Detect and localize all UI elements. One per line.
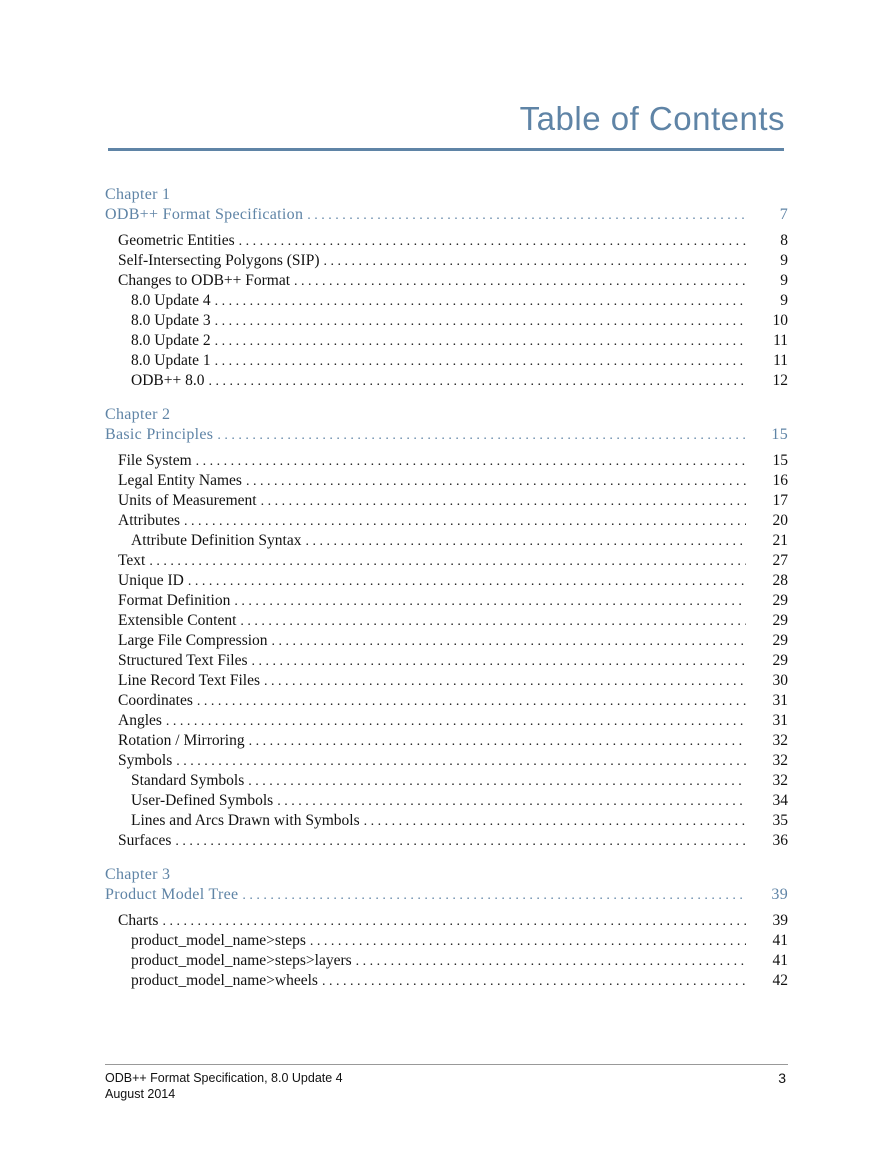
toc-entry[interactable]	[105, 791, 788, 811]
dot-leader	[149, 552, 746, 571]
dot-leader	[252, 652, 746, 671]
toc-entry[interactable]	[105, 911, 788, 931]
dot-leader	[364, 812, 746, 831]
toc-entry[interactable]	[105, 731, 788, 751]
page-title: Table of Contents	[519, 100, 785, 137]
toc-entry-page: 20	[772, 512, 788, 529]
dot-leader	[242, 886, 746, 906]
chapter-title-label: Product Model Tree	[105, 886, 239, 903]
toc-entry-label: Large File Compression	[118, 632, 268, 649]
toc-entry-page: 29	[772, 612, 788, 629]
toc-entry[interactable]	[105, 511, 788, 531]
toc-entry-label: Units of Measurement	[118, 492, 257, 509]
toc-entry[interactable]	[105, 251, 788, 271]
chapter-title[interactable]	[105, 425, 788, 446]
toc-entry[interactable]	[105, 971, 788, 991]
toc-entry[interactable]	[105, 331, 788, 351]
dot-leader	[356, 952, 746, 971]
toc-entry-page: 42	[772, 972, 788, 989]
toc-entry-label: Format Definition	[118, 592, 231, 609]
toc-chapter	[105, 185, 788, 391]
toc-entry-page: 27	[772, 552, 788, 569]
toc-entry-page: 16	[772, 472, 788, 489]
toc-entry-label: Legal Entity Names	[118, 472, 242, 489]
toc-entry[interactable]	[105, 671, 788, 691]
toc-entry-page: 28	[772, 572, 788, 589]
toc-entry-label: Line Record Text Files	[118, 672, 260, 689]
toc-entry-label: Standard Symbols	[131, 772, 245, 789]
dot-leader	[166, 712, 746, 731]
toc-entry-label: Lines and Arcs Drawn with Symbols	[131, 812, 360, 829]
toc-entry-page: 9	[780, 272, 788, 289]
toc-entry[interactable]	[105, 451, 788, 471]
chapter-title-label: Basic Principles	[105, 426, 214, 443]
dot-leader	[215, 332, 746, 351]
footer	[105, 1070, 788, 1102]
toc-entry-page: 29	[772, 632, 788, 649]
page-number: 3	[778, 1070, 786, 1086]
toc-entry-page: 32	[772, 772, 788, 789]
toc-entry-label: Text	[118, 552, 146, 569]
toc-entry-label: Symbols	[118, 752, 173, 769]
toc-entry[interactable]	[105, 691, 788, 711]
toc-entry-label: Extensible Content	[118, 612, 237, 629]
toc-entry[interactable]	[105, 631, 788, 651]
dot-leader	[188, 572, 746, 591]
toc-entry-label: ODB++ 8.0	[131, 372, 205, 389]
toc-entry-page: 9	[780, 292, 788, 309]
toc-entry[interactable]	[105, 311, 788, 331]
toc-entry[interactable]	[105, 551, 788, 571]
toc-entry[interactable]	[105, 531, 788, 551]
toc-entry[interactable]	[105, 471, 788, 491]
toc-entry-label: Attribute Definition Syntax	[131, 532, 302, 549]
toc-entry-label: 8.0 Update 1	[131, 352, 211, 369]
toc-entry-page: 36	[772, 832, 788, 849]
title-rule	[108, 148, 784, 151]
toc-entry-label: Self-Intersecting Polygons (SIP)	[118, 252, 320, 269]
toc-entry-page: 31	[772, 692, 788, 709]
toc-entry[interactable]	[105, 831, 788, 851]
toc-entry-label: product_model_name>wheels	[131, 972, 318, 989]
toc-entry[interactable]	[105, 811, 788, 831]
footer-date: August 2014	[105, 1087, 176, 1101]
toc-entry[interactable]	[105, 751, 788, 771]
footer-document-title: ODB++ Format Specification, 8.0 Update 4	[105, 1071, 343, 1085]
toc-entry-label: Coordinates	[118, 692, 193, 709]
toc-entry-page: 29	[772, 652, 788, 669]
toc-entry-page: 15	[772, 452, 788, 469]
dot-leader	[305, 532, 746, 551]
dot-leader	[175, 832, 746, 851]
toc-entry-page: 35	[772, 812, 788, 829]
toc-chapter	[105, 865, 788, 991]
toc-entry[interactable]	[105, 651, 788, 671]
chapter-title[interactable]	[105, 205, 788, 226]
chapter-label: Chapter 3	[105, 866, 171, 883]
toc-entry-label: Unique ID	[118, 572, 184, 589]
dot-leader	[261, 492, 746, 511]
dot-leader	[272, 632, 746, 651]
toc-entry[interactable]	[105, 771, 788, 791]
toc-entry[interactable]	[105, 371, 788, 391]
dot-leader	[239, 232, 746, 251]
table-of-contents	[105, 185, 788, 1005]
toc-entry-page: 32	[772, 732, 788, 749]
toc-entry-page: 21	[772, 532, 788, 549]
dot-leader	[248, 772, 746, 791]
dot-leader	[208, 372, 746, 391]
toc-entry-page: 10	[772, 312, 788, 329]
toc-entry-label: User-Defined Symbols	[131, 792, 274, 809]
toc-entry-page: 30	[772, 672, 788, 689]
toc-entry[interactable]	[105, 571, 788, 591]
toc-entry-label: Rotation / Mirroring	[118, 732, 245, 749]
toc-entry-label: Charts	[118, 912, 159, 929]
toc-entry-page: 32	[772, 752, 788, 769]
toc-entry[interactable]	[105, 271, 788, 291]
dot-leader	[234, 592, 746, 611]
toc-entry-page: 41	[772, 932, 788, 949]
footer-rule	[105, 1064, 788, 1065]
dot-leader	[264, 672, 746, 691]
toc-entry[interactable]	[105, 591, 788, 611]
chapter-title[interactable]	[105, 885, 788, 906]
dot-leader	[307, 206, 746, 226]
toc-entry-label: 8.0 Update 3	[131, 312, 211, 329]
dot-leader	[249, 732, 746, 751]
toc-entry[interactable]	[105, 711, 788, 731]
dot-leader	[294, 272, 746, 291]
toc-entry[interactable]	[105, 611, 788, 631]
toc-entry[interactable]	[105, 491, 788, 511]
toc-entry-page: 41	[772, 952, 788, 969]
dot-leader	[240, 612, 746, 631]
toc-entry-page: 34	[772, 792, 788, 809]
chapter-label: Chapter 2	[105, 406, 171, 423]
toc-entry-page: 8	[780, 232, 788, 249]
dot-leader	[215, 312, 746, 331]
dot-leader	[323, 252, 746, 271]
toc-entry[interactable]	[105, 351, 788, 371]
toc-entry-label: Changes to ODB++ Format	[118, 272, 291, 289]
toc-entry-page: 11	[773, 352, 788, 369]
toc-entry-page: 9	[780, 252, 788, 269]
toc-entry-page: 11	[773, 332, 788, 349]
toc-entry-page: 31	[772, 712, 788, 729]
chapter-title-page: 39	[771, 886, 788, 903]
dot-leader	[184, 512, 746, 531]
toc-entry-label: 8.0 Update 4	[131, 292, 211, 309]
dot-leader	[277, 792, 746, 811]
dot-leader	[176, 752, 746, 771]
toc-entry-label: 8.0 Update 2	[131, 332, 211, 349]
toc-entry-page: 39	[772, 912, 788, 929]
toc-entry-page: 12	[772, 372, 788, 389]
dot-leader	[215, 292, 746, 311]
toc-entry-label: Surfaces	[118, 832, 172, 849]
dot-leader	[215, 352, 746, 371]
dot-leader	[197, 692, 746, 711]
toc-entry-label: Structured Text Files	[118, 652, 248, 669]
chapter-title-label: ODB++ Format Specification	[105, 206, 304, 223]
dot-leader	[246, 472, 746, 491]
toc-entry-page: 29	[772, 592, 788, 609]
toc-entry-label: Geometric Entities	[118, 232, 235, 249]
toc-entry[interactable]	[105, 951, 788, 971]
toc-entry[interactable]	[105, 931, 788, 951]
toc-entry[interactable]	[105, 291, 788, 311]
toc-entry-label: product_model_name>steps>layers	[131, 952, 352, 969]
dot-leader	[322, 972, 746, 991]
dot-leader	[162, 912, 746, 931]
dot-leader	[217, 426, 746, 446]
toc-entry[interactable]	[105, 231, 788, 251]
toc-entry-label: File System	[118, 452, 192, 469]
dot-leader	[310, 932, 746, 951]
chapter-label: Chapter 1	[105, 186, 171, 203]
toc-chapter	[105, 405, 788, 851]
chapter-title-page: 15	[771, 426, 788, 443]
dot-leader	[196, 452, 746, 471]
toc-entry-label: product_model_name>steps	[131, 932, 306, 949]
toc-entry-label: Angles	[118, 712, 162, 729]
toc-entry-label: Attributes	[118, 512, 180, 529]
chapter-title-page: 7	[779, 206, 788, 223]
toc-entry-page: 17	[772, 492, 788, 509]
